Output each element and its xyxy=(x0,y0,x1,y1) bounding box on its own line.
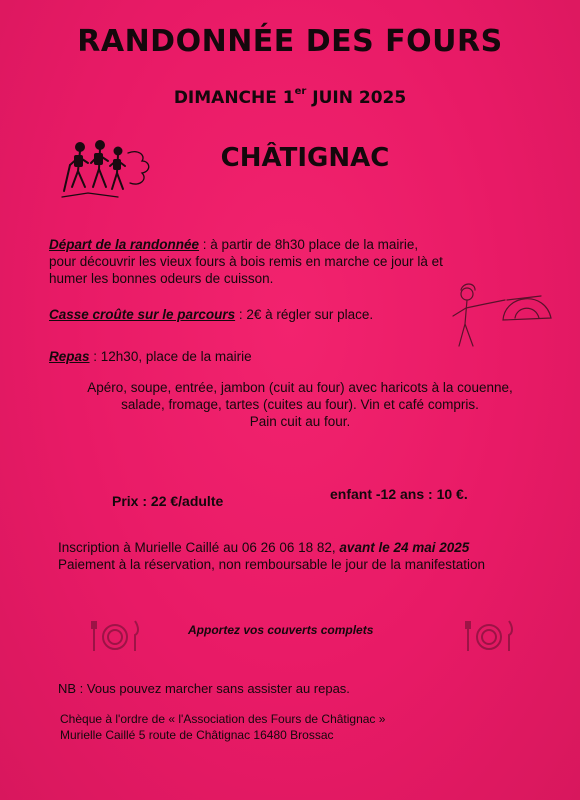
event-date xyxy=(0,88,580,108)
repas-label: Repas xyxy=(49,349,90,364)
depart-line3: humer les bonnes odeurs de cuisson. xyxy=(49,271,274,286)
price-child: enfant -12 ans : 10 €. xyxy=(330,486,468,502)
menu-line3: Pain cuit au four. xyxy=(249,414,351,429)
cheque-line2: Murielle Caillé 5 route de Châtignac 16480 Brossac xyxy=(60,728,334,742)
repas-section xyxy=(49,348,252,365)
cheque-section xyxy=(60,711,385,743)
depart-section xyxy=(49,236,443,287)
inscription-section xyxy=(58,539,485,573)
price-adult: Prix : 22 €/adulte xyxy=(112,493,224,509)
town-name: CHÂTIGNAC xyxy=(220,143,390,173)
casse-croute-label: Casse croûte sur le parcours xyxy=(49,307,236,322)
cutlery-plate-icon xyxy=(462,615,517,655)
page-title: RANDONNÉE DES FOURS xyxy=(77,24,503,59)
menu-line1: Apéro, soupe, entrée, jambon (cuit au four) avec haricots à la couenne, xyxy=(87,380,513,395)
cutlery-plate-icon xyxy=(88,615,143,655)
depart-line1: : à partir de 8h30 place de la mairie, xyxy=(199,237,419,252)
menu-line2: salade, fromage, tartes (cuites au four). Vin et café compris. xyxy=(121,397,479,412)
date-suffix: JUIN 2025 xyxy=(306,88,407,108)
casse-croute-text: : 2€ à régler sur place. xyxy=(235,307,374,322)
payment-text: Paiement à la réservation, non remboursable le jour de la manifestation xyxy=(58,557,485,572)
baker-oven-illustration xyxy=(445,280,560,350)
inscription-deadline: avant le 24 mai 2025 xyxy=(339,540,470,555)
repas-text: : 12h30, place de la mairie xyxy=(89,349,252,364)
nb-note: NB : Vous pouvez marcher sans assister au repas. xyxy=(58,681,350,696)
date-superscript: er xyxy=(294,86,307,97)
depart-label: Départ de la randonnée xyxy=(49,237,200,252)
cheque-line1: Chèque à l'ordre de « l'Association des Fours de Châtignac » xyxy=(60,712,386,726)
menu-section xyxy=(45,379,555,430)
date-prefix: DIMANCHE 1 xyxy=(173,88,295,108)
depart-line2: pour découvrir les vieux fours à bois remis en marche ce jour là et xyxy=(49,254,443,269)
couverts-note: Apportez vos couverts complets xyxy=(188,623,374,637)
inscription-text: Inscription à Murielle Caillé au 06 26 06 18 82, xyxy=(58,540,340,555)
casse-croute-section xyxy=(49,306,373,323)
